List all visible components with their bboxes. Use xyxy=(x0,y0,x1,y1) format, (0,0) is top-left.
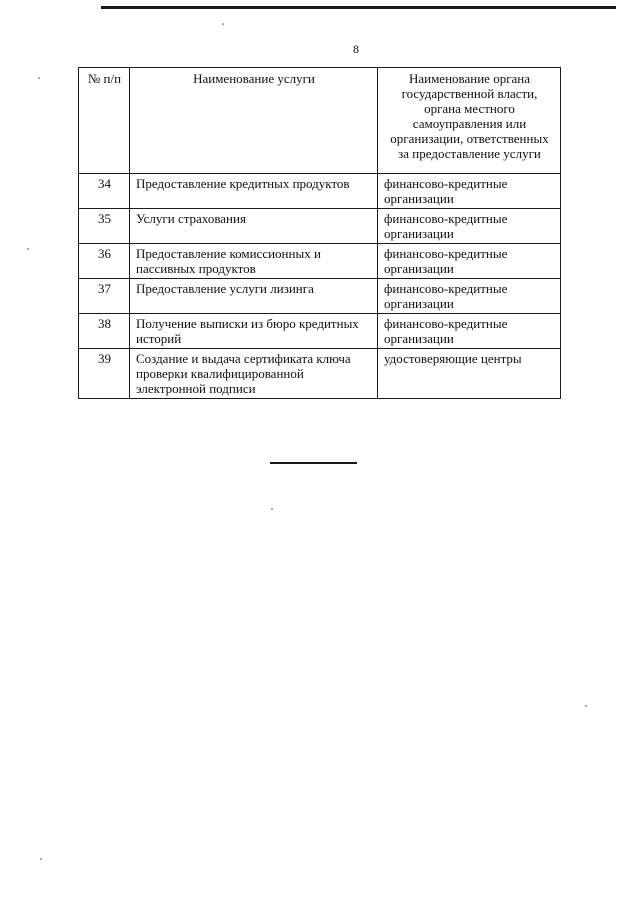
row-number: 36 xyxy=(79,244,130,279)
row-number: 34 xyxy=(79,174,130,209)
row-organization: финансово-кредитные организации xyxy=(378,244,561,279)
table-row xyxy=(79,349,561,399)
row-organization: удостоверяющие центры xyxy=(378,349,561,399)
scan-speck xyxy=(38,77,40,79)
row-service: Услуги страхования xyxy=(130,209,378,244)
row-service: Создание и выдача сертификата ключа проверки квалифицированной электронной подписи xyxy=(130,349,378,399)
table-row xyxy=(79,314,561,349)
row-number: 35 xyxy=(79,209,130,244)
header-service: Наименование услуги xyxy=(130,68,378,174)
scan-speck xyxy=(585,705,587,707)
row-service: Предоставление комиссионных и пассивных продуктов xyxy=(130,244,378,279)
table-row xyxy=(79,244,561,279)
scan-speck xyxy=(271,508,273,510)
table-header-row xyxy=(79,68,561,174)
row-service: Предоставление кредитных продуктов xyxy=(130,174,378,209)
header-organization: Наименование органа государственной власти, органа местного самоуправления или организации, ответственных за предоставление услуги xyxy=(378,68,561,174)
top-border-line xyxy=(101,6,616,9)
table-row xyxy=(79,279,561,314)
row-organization: финансово-кредитные организации xyxy=(378,174,561,209)
row-service: Предоставление услуги лизинга xyxy=(130,279,378,314)
services-table xyxy=(78,67,561,399)
table-row xyxy=(79,174,561,209)
row-organization: финансово-кредитные организации xyxy=(378,279,561,314)
page-number: 8 xyxy=(353,42,359,56)
table-row xyxy=(79,209,561,244)
row-number: 37 xyxy=(79,279,130,314)
scan-speck xyxy=(27,248,29,250)
row-service: Получение выписки из бюро кредитных историй xyxy=(130,314,378,349)
row-organization: финансово-кредитные организации xyxy=(378,314,561,349)
header-number: № п/п xyxy=(79,68,130,174)
scan-speck xyxy=(222,23,224,25)
row-number: 38 xyxy=(79,314,130,349)
scan-speck xyxy=(40,858,42,860)
row-number: 39 xyxy=(79,349,130,399)
end-of-document-rule xyxy=(270,462,357,464)
row-organization: финансово-кредитные организации xyxy=(378,209,561,244)
